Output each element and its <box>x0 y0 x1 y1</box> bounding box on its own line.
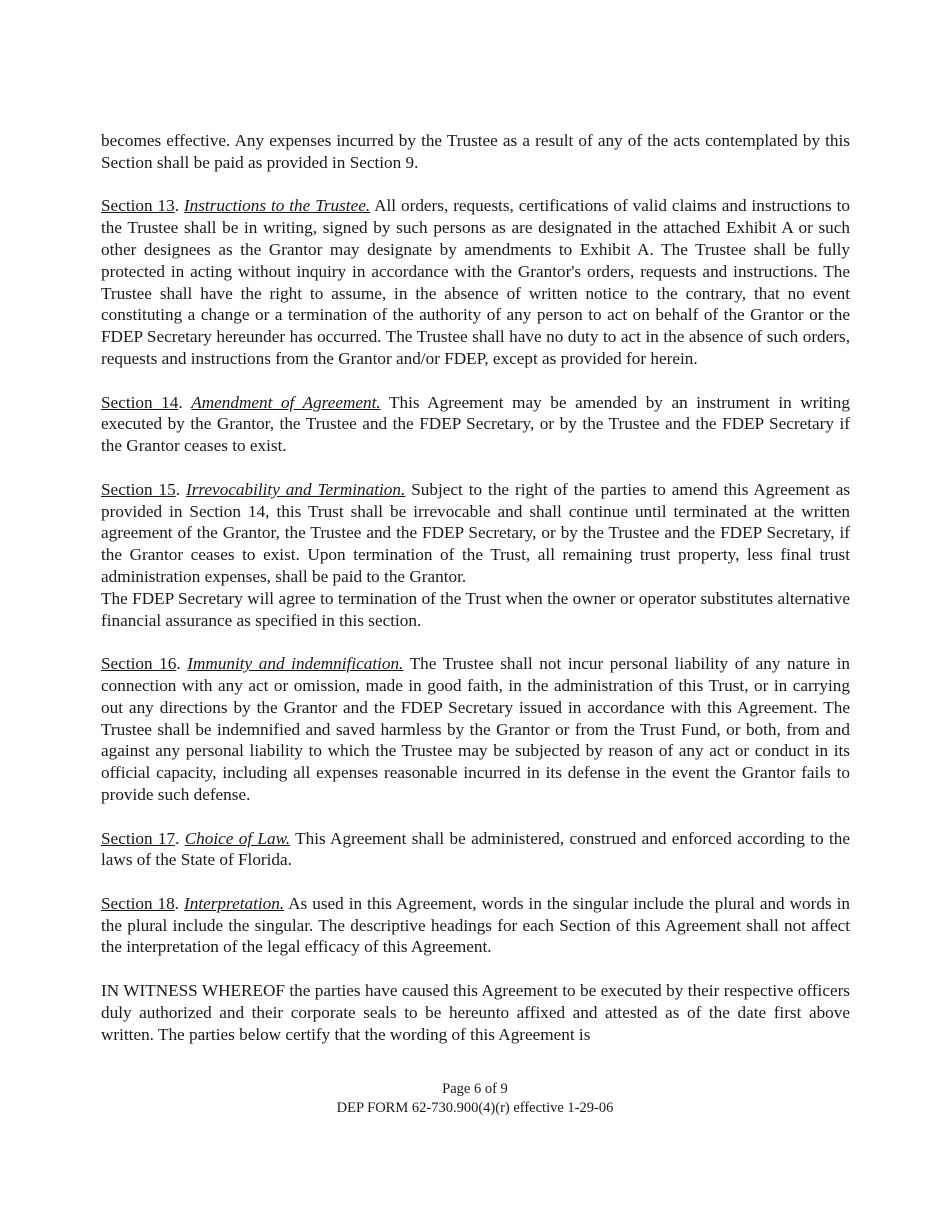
section-14-paragraph: Section 14. Amendment of Agreement. This Agreement may be amended by an instrument in writing executed by the Grantor, the Trustee and the FDEP Secretary, or by the Trustee and the FDEP Secretary if the Grantor ceases to exist. <box>101 392 850 456</box>
section-14-text: This Agreement may be amended by an instrument in writing executed by the Grantor, the Trustee and the FDEP Secretary, or by the Trustee and the FDEP Secretary if the Grantor ceases to exist. <box>101 392 850 456</box>
witness-paragraph: IN WITNESS WHEREOF the parties have caused this Agreement to be executed by their respective officers duly authorized and their corporate seals to be hereunto affixed and attested as of the date first above written. The parties below certify that the wording of this Agreement is <box>101 981 850 1044</box>
section-17-number: Section 17 <box>101 828 176 848</box>
section-13-text: All orders, requests, certifications of valid claims and instructions to the Trustee shall be in writing, signed by such persons as are designated in the attached Exhibit A or such other designees as the Grantor may designate by amendments to Exhibit A. The Trustee shall be fully protected in acting without inquiry in accordance with the Grantor's orders, requests and instructions. The Trustee shall have the right to assume, in the absence of written notice to the contrary, that no event constituting a change or a termination of the authority of any person to act on behalf of the Grantor or the FDEP Secretary hereunder has occurred. The Trustee shall have no duty to act in the absence of such orders, requests and instructions from the Grantor and/or FDEP, except as provided for herein. <box>101 196 850 368</box>
section-17-paragraph: Section 17. Choice of Law. This Agreement shall be administered, construed and enforced according to the laws of the State of Florida. <box>101 828 851 870</box>
section-17-text: This Agreement shall be administered, construed and enforced according to the laws of the State of Florida. <box>101 828 851 870</box>
section-16-title: Immunity and indemnification. <box>187 654 404 674</box>
document-body <box>101 130 850 1045</box>
section-14-title: Amendment of Agreement. <box>191 392 381 412</box>
intro-paragraph: becomes effective. Any expenses incurred by the Trustee as a result of any of the acts contemplated by this Section shall be paid as provided in Section 9. <box>101 131 850 172</box>
section-17-title: Choice of Law. <box>184 828 291 848</box>
section-15-paragraph: Section 15. Irrevocability and Termination. Subject to the right of the parties to amend this Agreement as provided in Section 14, this Trust shall be irrevocable and shall continue until terminated at the written agreement of the Grantor, the Trustee and the FDEP Secretary, or by the Trustee and the FDEP Secretary, if the Grantor ceases to exist. Upon termination of the Trust, all remaining trust property, less final trust administration expenses, shall be paid to the Grantor. <box>101 479 851 586</box>
section-14-number: Section 14 <box>101 392 179 412</box>
section-18-paragraph: Section 18. Interpretation. As used in this Agreement, words in the singular include the plural and words in the plural include the singular. The descriptive headings for each Section of this Agreement shall not affect the interpretation of the legal efficacy of this Agreement. <box>101 893 850 957</box>
section-18-number: Section 18 <box>101 893 175 913</box>
section-13-title: Instructions to the Trustee. <box>183 196 371 216</box>
section-15-text: Subject to the right of the parties to amend this Agreement as provided in Section 14, this Trust shall be irrevocable and shall continue until terminated at the written agreement of the Grantor, the Trustee and the FDEP Secretary, or by the Trustee and the FDEP Secretary, if the Grantor ceases to exist. Upon termination of the Trust, all remaining trust property, less final trust administration expenses, shall be paid to the Grantor. <box>101 479 851 586</box>
section-16-paragraph: Section 16. Immunity and indemnification. The Trustee shall not incur personal liability of any nature in connection with any act or omission, made in good faith, in the administration of this Trust, or in carrying out any directions by the Grantor and the FDEP Secretary issued in accordance with this Agreement. The Trustee shall be indemnified and saved harmless by the Grantor or from the Trust Fund, or both, from and against any personal liability to which the Trustee may be subjected by reason of any act or conduct in its official capacity, including all expenses reasonable incurred in its defense in the event the Grantor fails to provide such defense. <box>101 654 850 804</box>
section-13-paragraph: Section 13. Instructions to the Trustee. All orders, requests, certifications of valid claims and instructions to the Trustee shall be in writing, signed by such persons as are designated in the attached Exhibit A or such other designees as the Grantor may designate by amendments to Exhibit A. The Trustee shall be fully protected in acting without inquiry in accordance with the Grantor's orders, requests and instructions. The Trustee shall have the right to assume, in the absence of written notice to the contrary, that no event constituting a change or a termination of the authority of any person to act on behalf of the Grantor or the FDEP Secretary hereunder has occurred. The Trustee shall have no duty to act in the absence of such orders, requests and instructions from the Grantor and/or FDEP, except as provided for herein. <box>101 196 850 368</box>
section-18-text: As used in this Agreement, words in the singular include the plural and words in the plural include the singular. The descriptive headings for each Section of this Agreement shall not affect the interpretation of the legal efficacy of this Agreement. <box>101 893 850 957</box>
section-16-number: Section 16 <box>101 654 177 674</box>
section-15-title: Irrevocability and Termination. <box>185 479 406 499</box>
section-16-text: The Trustee shall not incur personal liability of any nature in connection with any act or omission, made in good faith, in the administration of this Trust, or in carrying out any directions by the Grantor and the FDEP Secretary issued in accordance with this Agreement. The Trustee shall be indemnified and saved harmless by the Grantor or from the Trust Fund, or both, from and against any personal liability to which the Trustee may be subjected by reason of any act or conduct in its official capacity, including all expenses reasonable incurred in its defense in the event the Grantor fails to provide such defense. <box>101 654 850 804</box>
form-id: DEP FORM 62-730.900(4)(r) effective 1-29-06 <box>336 1100 614 1116</box>
page-footer <box>0 1080 950 1118</box>
section-18-title: Interpretation. <box>184 893 285 913</box>
page-number: Page 6 of 9 <box>442 1081 508 1097</box>
section-15-continuation: The FDEP Secretary will agree to termination of the Trust when the owner or operator substitutes alternative financial assurance as specified in this section. <box>101 588 850 630</box>
section-13-number: Section 13 <box>101 196 175 216</box>
section-15-number: Section 15 <box>101 479 176 499</box>
